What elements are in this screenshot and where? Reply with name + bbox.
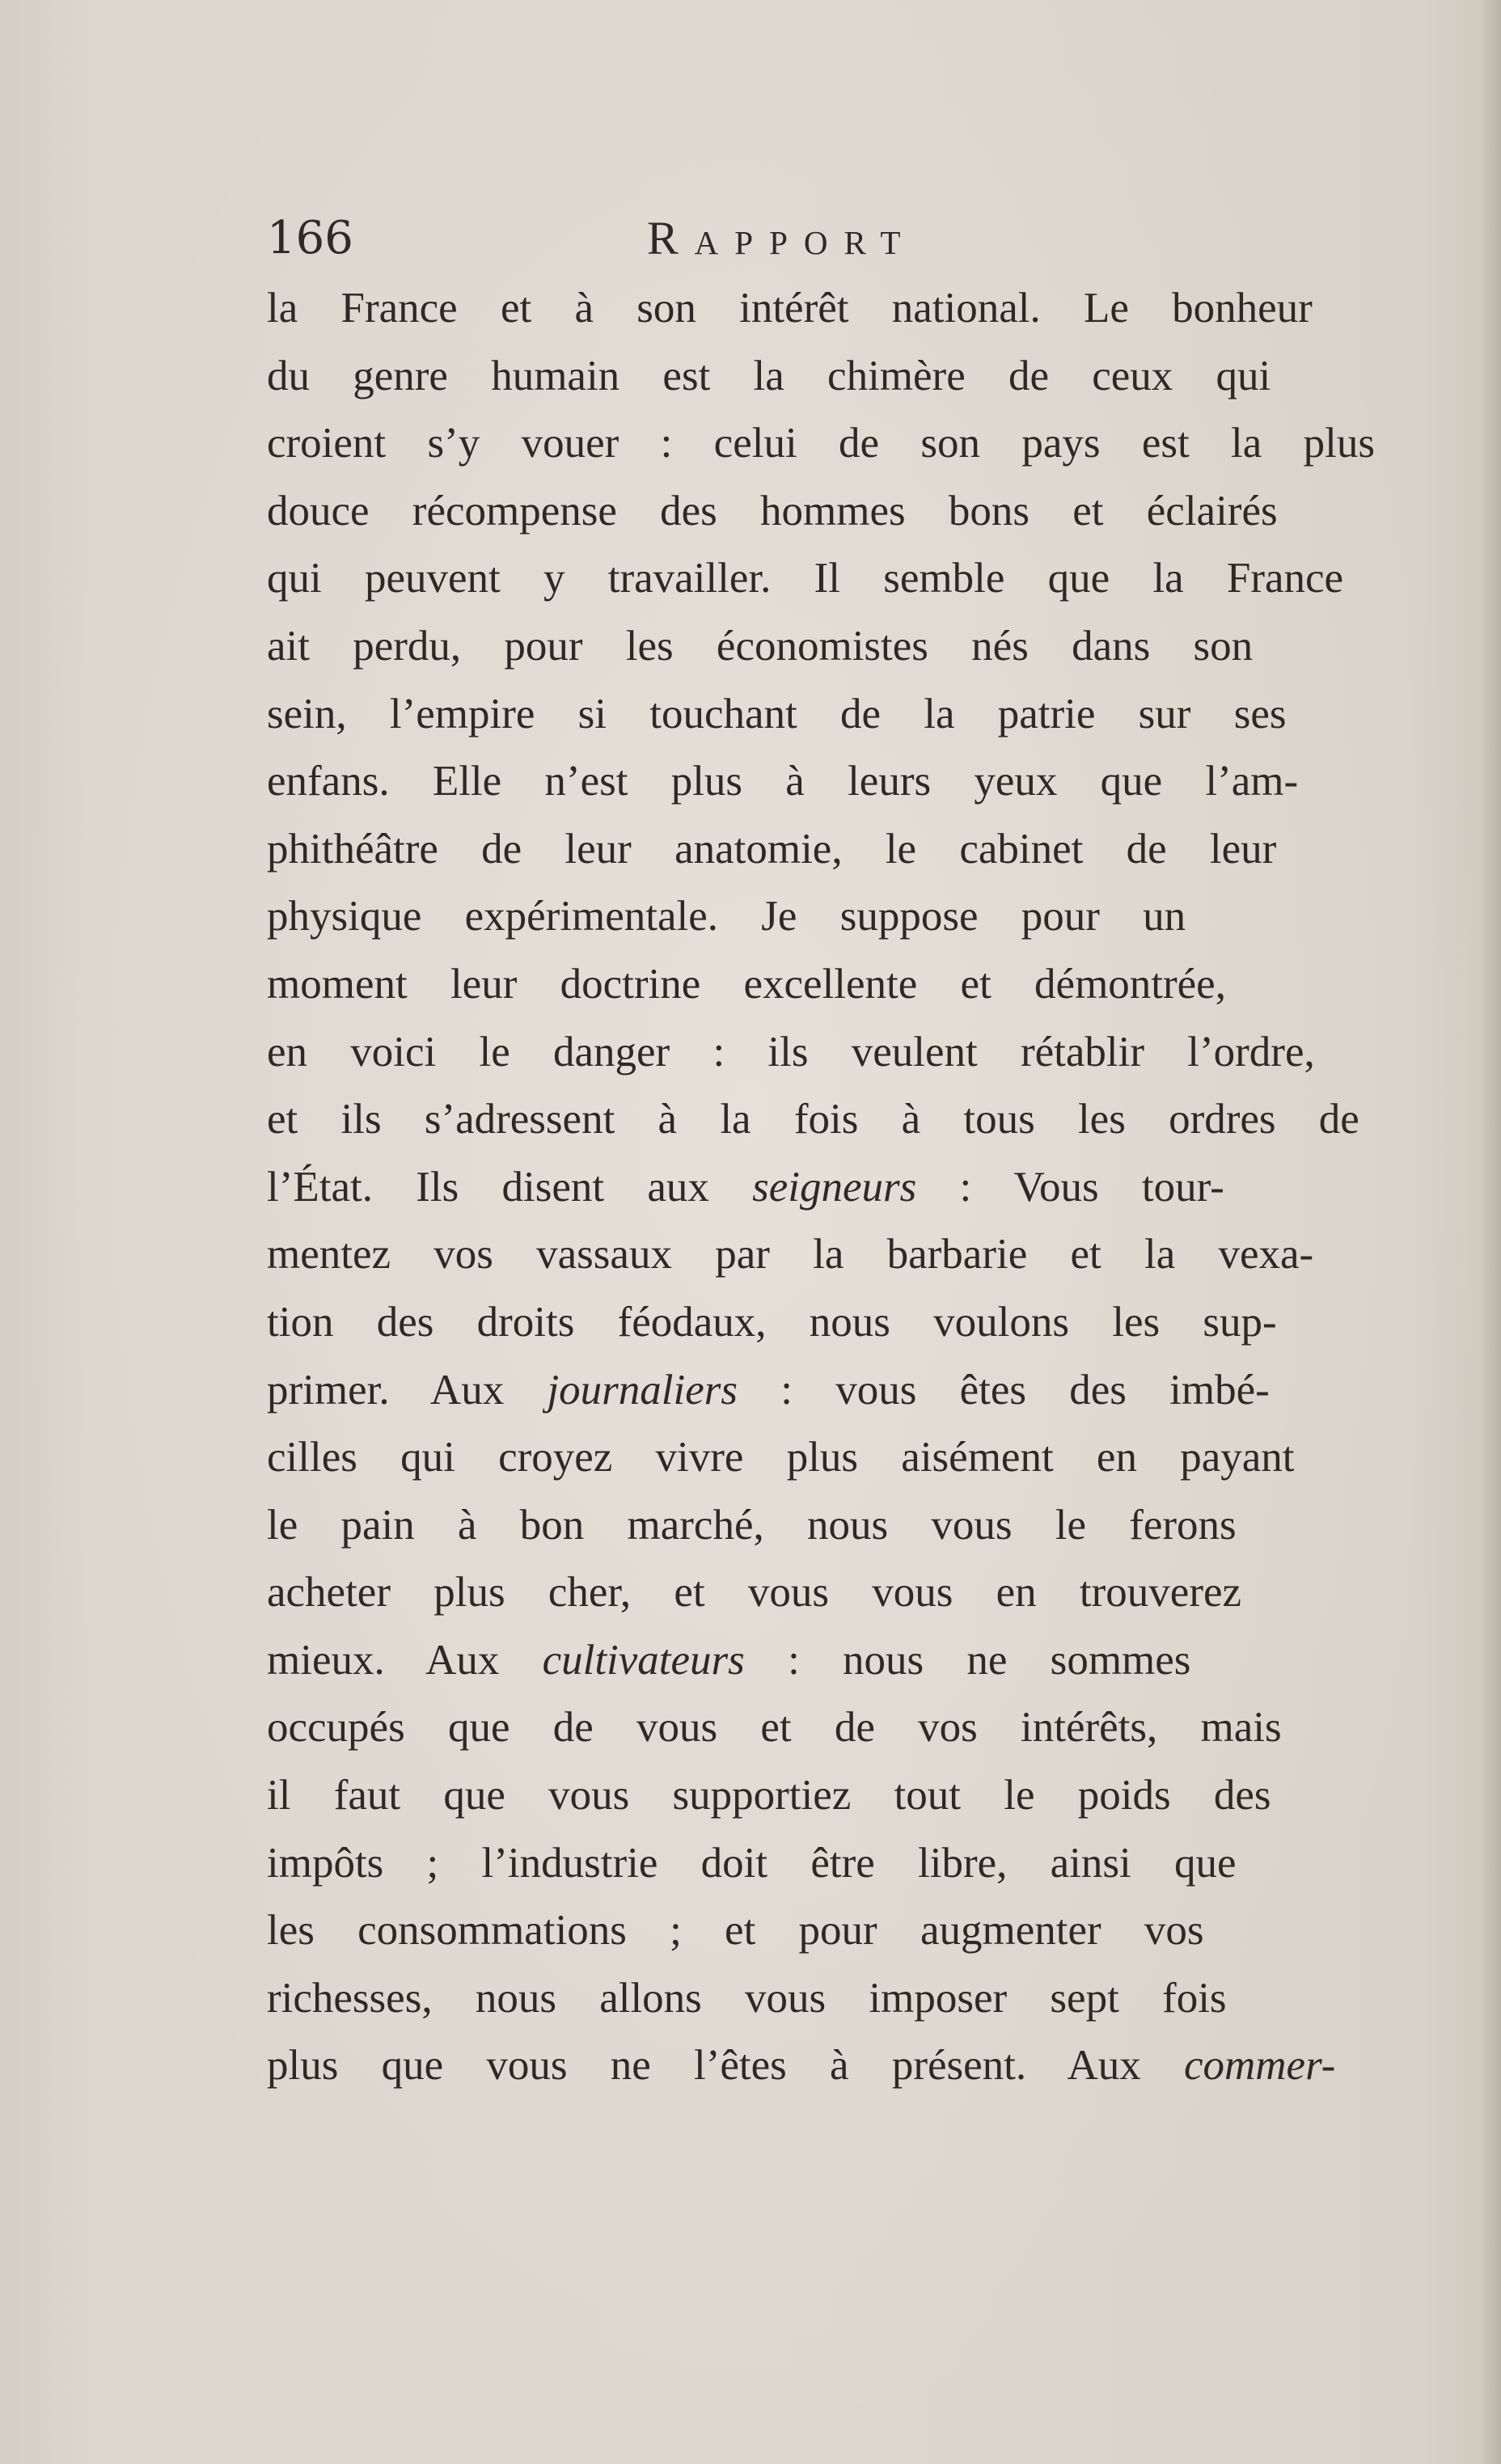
text-line: plus que vous ne l’êtes à présent. Aux commer- [267,2042,1336,2090]
text-line: l’État. Ils disent aux seigneurs : Vous tour- [267,1163,1224,1211]
text-line: mentez vos vassaux par la barbarie et la vexa- [267,1231,1314,1278]
text-line: il faut que vous supportiez tout le poids des [267,1772,1271,1819]
text-line: phithéâtre de leur anatomie, le cabinet de leur [267,825,1277,873]
italic-term: journaliers [547,1366,738,1414]
text-line: impôts ; l’industrie doit être libre, ainsi que [267,1839,1237,1887]
text-line: cilles qui croyez vivre plus aisément en payant [267,1434,1295,1481]
italic-term: commer- [1183,2042,1336,2090]
page-number: 166 [267,212,353,264]
page-edge-shadow [1480,0,1501,2464]
text-line: en voici le danger : ils veulent rétablir l’ordre, [267,1028,1315,1076]
text-line: croient s’y vouer : celui de son pays est la plus [267,420,1375,467]
text-line: le pain à bon marché, nous vous le ferons [267,1501,1237,1549]
text-line: ait perdu, pour les économistes nés dans son [267,622,1254,670]
text-line: moment leur doctrine excellente et démontrée, [267,960,1226,1008]
text-line: tion des droits féodaux, nous voulons les sup- [267,1298,1277,1346]
text-line: sein, l’empire si touchant de la patrie sur ses [267,690,1287,738]
page-header [267,206,1383,271]
text-line: du genre humain est la chimère de ceux qui [267,352,1271,399]
text-line: et ils s’adressent à la fois à tous les ordres de [267,1096,1359,1143]
text-line: primer. Aux journaliers : vous êtes des imbé- [267,1366,1270,1414]
body-text [267,275,1375,2100]
text-line: les consommations ; et pour augmenter vos [267,1907,1204,1955]
text-line: la France et à son intérêt national. Le bonheur [267,285,1313,332]
text-line: richesses, nous allons vous imposer sept fois [267,1974,1227,2022]
text-line: qui peuvent y travailler. Il semble que la France [267,555,1344,602]
text-line: douce récompense des hommes bons et éclairés [267,487,1278,535]
text-line: occupés que de vous et de vos intérêts, mais [267,1704,1282,1752]
italic-term: cultivateurs [542,1636,745,1684]
running-head: Rapport [647,212,917,264]
text-line: acheter plus cher, et vous vous en trouverez [267,1569,1242,1617]
text-line: mieux. Aux cultivateurs : nous ne sommes [267,1636,1191,1684]
italic-term: seigneurs [752,1163,917,1211]
text-line: enfans. Elle n’est plus à leurs yeux que l’am- [267,758,1299,805]
text-line: physique expérimentale. Je suppose pour un [267,893,1186,940]
